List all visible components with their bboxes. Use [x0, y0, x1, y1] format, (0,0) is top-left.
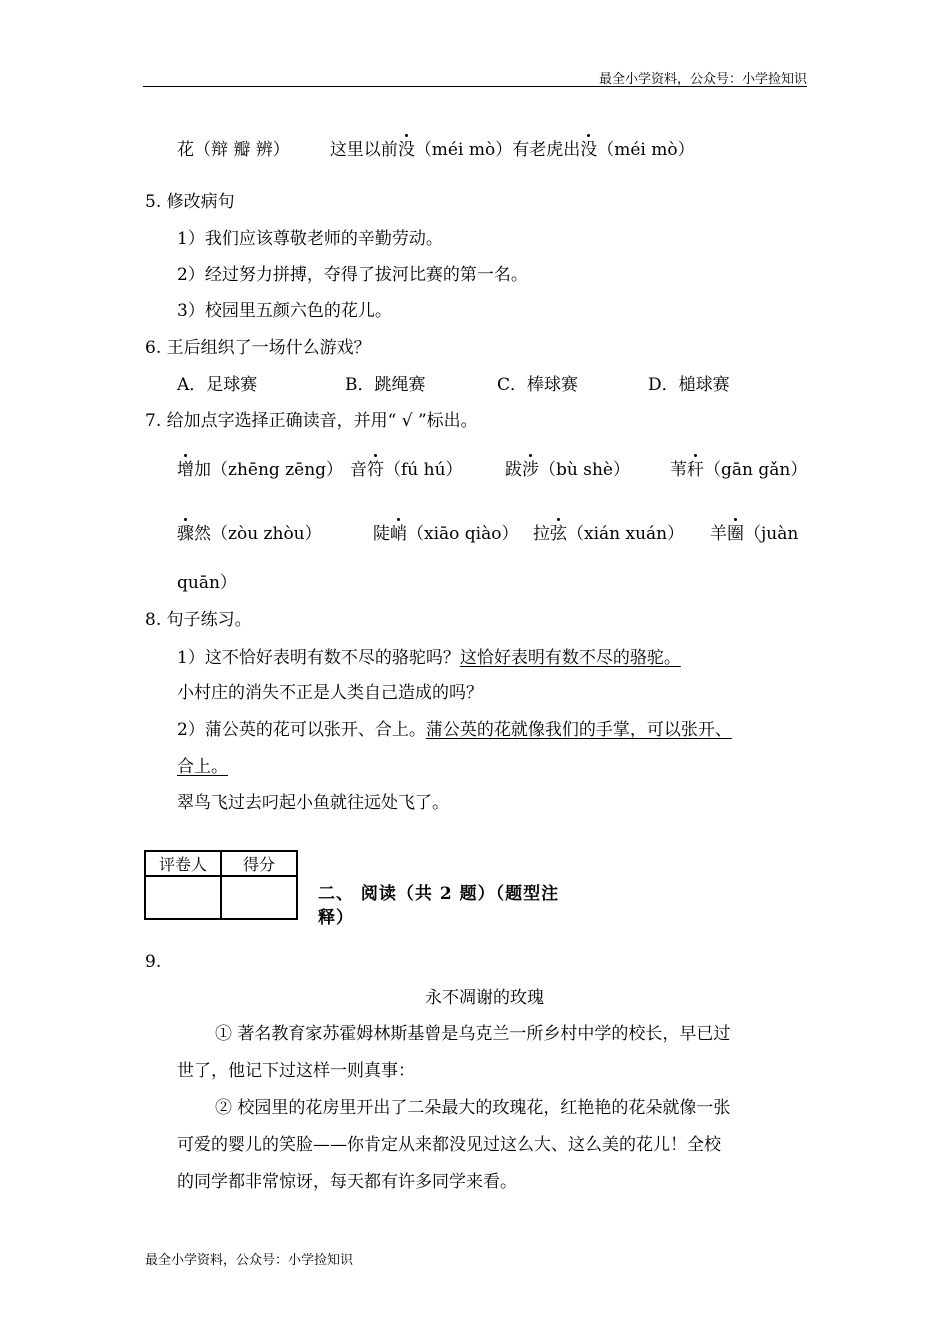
- word-char: 羊: [710, 524, 727, 544]
- q9-number: 9.: [145, 952, 162, 972]
- word-char: 陡: [373, 524, 390, 544]
- q6-title: 6. 王后组织了一场什么游戏？: [145, 338, 371, 358]
- q5-item: 2）经过努力拼搏，夺得了拔河比赛的第一名。: [177, 265, 528, 285]
- q7-word: [710, 524, 798, 544]
- passage-paragraph: 世了，他记下过这样一则真事：: [177, 1061, 415, 1081]
- header-rule: [143, 86, 807, 87]
- q7-word: [670, 460, 807, 480]
- dotted-char: 峭: [390, 524, 407, 544]
- q8-line: 小村庄的消失不正是人类自己造成的吗？: [177, 683, 483, 703]
- dotted-char: 秆: [687, 460, 704, 480]
- dotted-char: 涉: [522, 460, 539, 480]
- passage-paragraph: 可爱的婴儿的笑脸——你肯定从来都没见过这么大、这么美的花儿！全校: [177, 1135, 721, 1155]
- q7-word: [505, 460, 630, 480]
- homophone-line: [177, 140, 695, 160]
- q8-title: 8. 句子练习。: [145, 610, 252, 630]
- dotted-char: 符: [367, 460, 384, 480]
- score-table: [144, 850, 298, 920]
- word-char: 苇: [670, 460, 687, 480]
- grader-header: 评卷人: [145, 851, 221, 876]
- q8-example-answer-cont: 合上。: [177, 757, 228, 777]
- passage-paragraph: ① 著名教育家苏霍姆林斯基曾是乌克兰一所乡村中学的校长，早已过: [215, 1024, 731, 1044]
- q5-title: 5. 修改病句: [145, 192, 235, 212]
- q8-example-answer: 蒲公英的花就像我们的手掌，可以张开、: [425, 720, 732, 740]
- passage-paragraph: ② 校园里的花房里开出了二朵最大的玫瑰花，红艳艳的花朵就像一张: [215, 1098, 731, 1118]
- choice-group: 花（辩 瓣 辨）: [177, 140, 290, 160]
- page-footer: 最全小学资料，公众号：小学捡知识: [145, 1253, 354, 1268]
- dotted-char: 没: [580, 140, 598, 160]
- section-heading-cont: 释）: [318, 908, 354, 928]
- pinyin-choice: （gān gǎn）: [704, 460, 808, 480]
- q6-option-a: A．足球赛: [177, 375, 258, 395]
- q7-word: [533, 524, 684, 544]
- q7-title: 7. 给加点字选择正确读音，并用“ √ ”标出。: [145, 411, 478, 431]
- pinyin-choice: （xián xuán）: [567, 524, 685, 544]
- q6-option-c: C．棒球赛: [497, 375, 579, 395]
- word-char: 拉: [533, 524, 550, 544]
- q8-line: [177, 648, 681, 668]
- q7-word: [177, 460, 343, 480]
- sentence-part: 这里以前: [329, 140, 398, 160]
- passage-title: 永不凋谢的玫瑰: [425, 988, 544, 1008]
- pinyin-choice: （juàn: [744, 524, 799, 544]
- pinyin-choice: （xiāo qiào）: [407, 524, 519, 544]
- q8-line: [177, 720, 732, 740]
- q8-line: 翠鸟飞过去叼起小鱼就往远处飞了。: [177, 793, 449, 813]
- q5-item: 3）校园里五颜六色的花儿。: [177, 301, 392, 321]
- q7-word: [350, 460, 463, 480]
- dotted-char: 增: [177, 460, 194, 480]
- word-char: 跋: [505, 460, 522, 480]
- word-char: 音: [350, 460, 367, 480]
- pinyin-choice: 然（zòu zhòu）: [194, 524, 322, 544]
- pinyin-choice: 加（zhēng zēng）: [194, 460, 344, 480]
- q6-option-b: B．跳绳赛: [345, 375, 426, 395]
- grader-cell: [145, 876, 221, 919]
- dotted-char: 圈: [727, 524, 744, 544]
- page-header: 最全小学资料，公众号：小学捡知识: [598, 72, 807, 87]
- pinyin-choice: （bù shè）: [539, 460, 630, 480]
- q5-item: 1）我们应该尊敬老师的辛勤劳动。: [177, 229, 443, 249]
- score-header: 得分: [221, 851, 297, 876]
- q7-word: [373, 524, 519, 544]
- pinyin-choice: （méi mò）有老虎出: [414, 140, 581, 160]
- passage-paragraph: 的同学都非常惊讶，每天都有许多同学来看。: [177, 1172, 517, 1192]
- q8-question: 2）蒲公英的花可以张开、合上。: [177, 720, 426, 740]
- dotted-char: 没: [397, 140, 415, 160]
- q8-question: 1）这不恰好表明有数不尽的骆驼吗？: [177, 648, 460, 668]
- q8-example-answer: 这恰好表明有数不尽的骆驼。: [459, 648, 681, 668]
- q7-word-cont: quān）: [177, 573, 237, 593]
- score-cell: [221, 876, 297, 919]
- q7-word: [177, 524, 322, 544]
- pinyin-choice: （fú hú）: [384, 460, 463, 480]
- section-heading: 二、 阅读（共 2 题）（题型注: [318, 884, 560, 904]
- dotted-char: 弦: [550, 524, 567, 544]
- pinyin-choice: （méi mò）: [597, 140, 695, 160]
- dotted-char: 骤: [177, 524, 194, 544]
- q6-option-d: D．槌球赛: [648, 375, 730, 395]
